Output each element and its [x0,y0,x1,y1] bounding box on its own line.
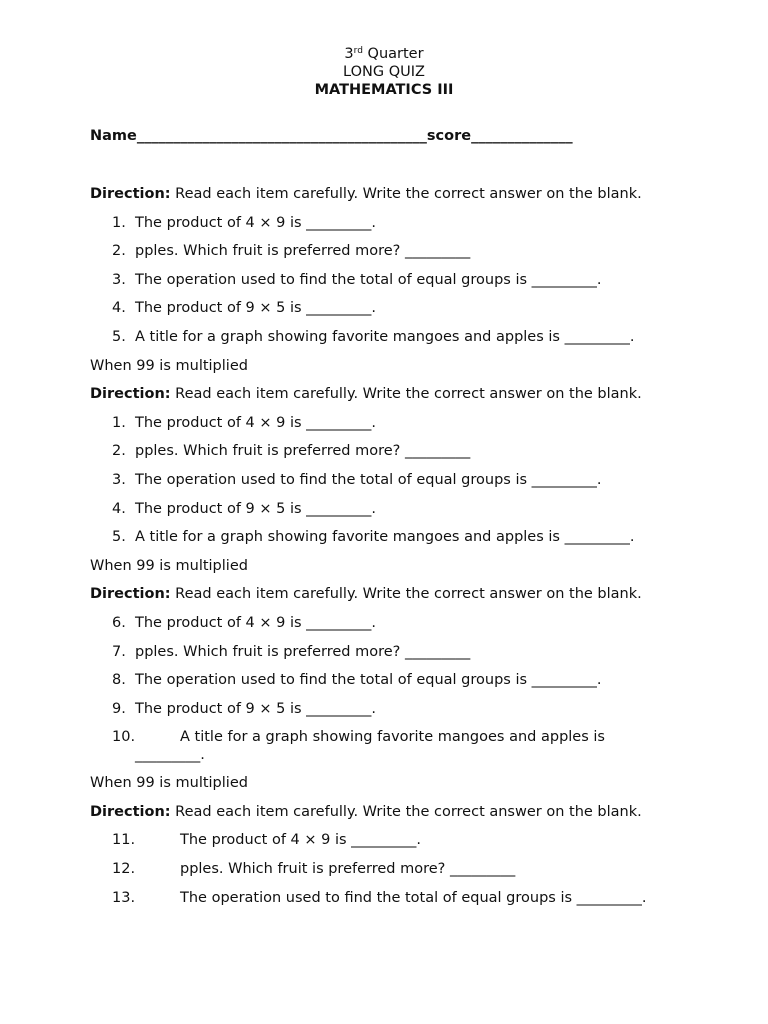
item-number: 4. [112,500,126,517]
direction-label: Direction: [90,586,171,603]
quiz-item [90,727,690,773]
item-question: The product of 4 × 9 is _________. [180,832,422,849]
item-number: 9. [112,700,126,717]
item-number: 3. [112,271,126,288]
quiz-item [90,613,690,642]
quiz-item [90,888,690,917]
item-number: 5. [112,529,126,546]
direction-label: Direction: [90,186,171,202]
direction-text: Read each item carefully. Write the correct answer on the blank. [170,803,642,820]
fragment-line: When 99 is multiplied [90,775,248,792]
item-question: The operation used to find the total of equal groups is _________. [180,889,647,906]
item-number: 11. [112,832,136,849]
quiz-item [90,642,690,671]
quiz-item [90,298,690,327]
quiz-item [90,413,690,442]
item-question: The operation used to find the total of equal groups is _________. [135,471,602,488]
quiz-item [90,830,690,859]
quiz-item [90,470,690,499]
direction-label: Direction: [90,386,171,403]
score-label: score [426,128,472,144]
item-number: 3. [112,471,126,488]
quarter-word: Quarter [362,46,424,62]
quiz-item [90,499,690,528]
item-number: 7. [112,643,126,660]
item-number: 4. [112,300,126,317]
direction-text: Read each item carefully. Write the correct answer on the blank. [170,386,642,403]
item-question: pples. Which fruit is preferred more? _________ [180,861,516,878]
direction-text: Read each item carefully. Write the correct answer on the blank. [170,586,642,603]
direction-line [90,384,690,413]
item-question: The product of 4 × 9 is _________. [135,414,377,431]
fragment-line: When 99 is multiplied [90,357,248,374]
quiz-item [90,213,690,242]
item-question: The product of 4 × 9 is _________. [135,214,377,231]
item-question: A title for a graph showing favorite mangoes and apples is [180,729,605,746]
subject-title: MATHEMATICS III [314,82,454,98]
direction-text: Read each item carefully. Write the correct answer on the blank. [170,186,642,202]
item-question: A title for a graph showing favorite mangoes and apples is _________. [135,328,635,345]
item-question: The product of 9 × 5 is _________. [135,300,377,317]
item-number: 2. [112,443,126,460]
quiz-item [90,241,690,270]
item-question: pples. Which fruit is preferred more? _________ [135,443,471,460]
item-number: 1. [112,414,126,431]
item-number: 13. [112,889,136,906]
quiz-item [90,859,690,888]
quiz-title: LONG QUIZ [343,64,425,80]
quiz-item [90,699,690,728]
quarter-number: 3 [344,46,354,62]
item-question: pples. Which fruit is preferred more? _________ [135,243,471,260]
item-number: 12. [112,861,136,878]
quiz-item [90,527,690,556]
item-number: 10. [112,729,136,746]
item-question: The product of 9 × 5 is _________. [135,700,377,717]
direction-line [90,184,690,213]
item-question: The product of 4 × 9 is _________. [135,614,377,631]
name-label: Name [90,128,137,144]
item-number: 1. [112,214,126,231]
item-question: The operation used to find the total of equal groups is _________. [135,271,602,288]
quiz-body [90,184,690,916]
item-question: The product of 9 × 5 is _________. [135,500,377,517]
item-number: 5. [112,328,126,345]
quarter-line [0,45,768,63]
item-question-continued: _________. [135,747,205,764]
name-blank[interactable]: ________________________________________ [136,128,427,144]
quiz-item [90,327,690,356]
quiz-item [90,670,690,699]
item-number: 8. [112,672,126,689]
fragment-line: When 99 is multiplied [90,557,248,574]
name-score-row [90,128,573,144]
score-blank[interactable]: ______________ [471,128,573,144]
item-question: The operation used to find the total of equal groups is _________. [135,672,602,689]
item-question: pples. Which fruit is preferred more? _________ [135,643,471,660]
direction-label: Direction: [90,803,171,820]
quiz-item [90,270,690,299]
direction-line [90,584,690,613]
quiz-item [90,441,690,470]
item-question: A title for a graph showing favorite mangoes and apples is _________. [135,529,635,546]
item-number: 2. [112,243,126,260]
item-number: 6. [112,614,126,631]
direction-line [90,802,690,831]
quiz-header [0,45,768,99]
quarter-ordinal: rd [353,46,363,56]
